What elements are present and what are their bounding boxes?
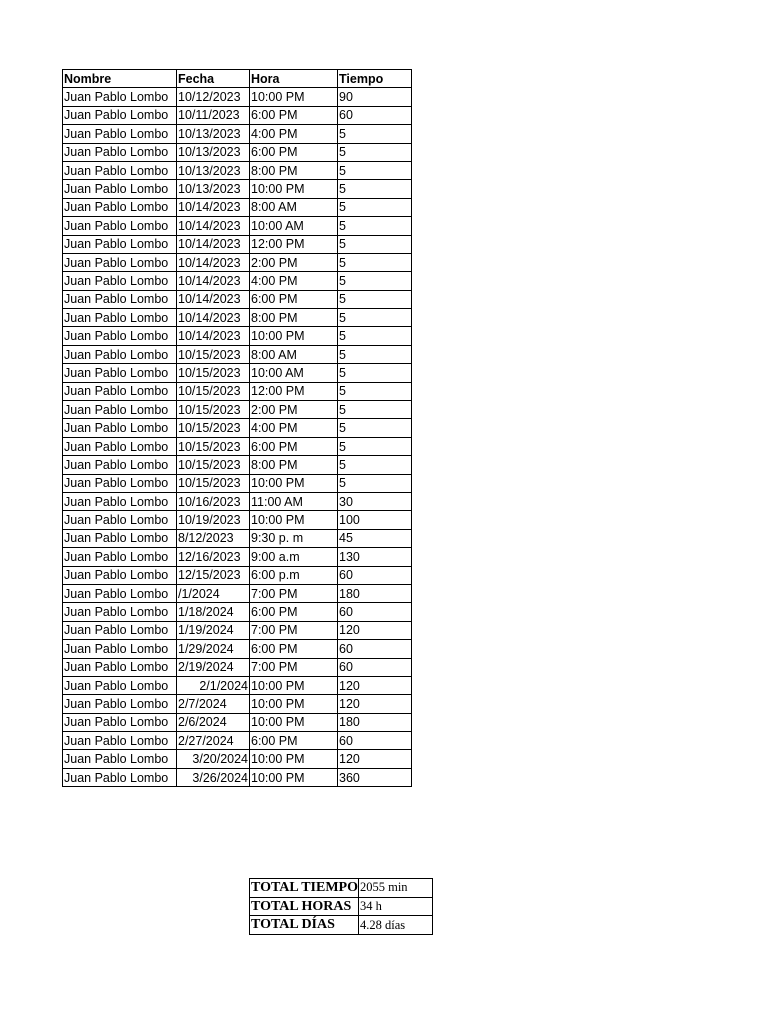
table-row xyxy=(63,217,412,235)
table-row xyxy=(63,401,412,419)
table-row xyxy=(63,106,412,124)
totals-label: TOTAL HORAS xyxy=(250,897,359,916)
cell-fecha: 10/15/2023 xyxy=(177,474,250,492)
cell-tiempo: 5 xyxy=(338,143,412,161)
cell-hora: 4:00 PM xyxy=(250,125,338,143)
table-row xyxy=(63,492,412,510)
cell-fecha: 2/7/2024 xyxy=(177,695,250,713)
table-row xyxy=(63,345,412,363)
cell-tiempo: 30 xyxy=(338,492,412,510)
cell-tiempo: 60 xyxy=(338,106,412,124)
cell-nombre: Juan Pablo Lombo xyxy=(63,106,177,124)
cell-fecha: 3/20/2024 xyxy=(177,750,250,768)
cell-nombre: Juan Pablo Lombo xyxy=(63,309,177,327)
cell-tiempo: 100 xyxy=(338,511,412,529)
cell-hora: 2:00 PM xyxy=(250,253,338,271)
cell-tiempo: 360 xyxy=(338,768,412,786)
table-header-row xyxy=(63,70,412,88)
cell-fecha: 10/13/2023 xyxy=(177,161,250,179)
cell-nombre: Juan Pablo Lombo xyxy=(63,621,177,639)
cell-tiempo: 180 xyxy=(338,713,412,731)
cell-hora: 9:00 a.m xyxy=(250,548,338,566)
cell-nombre: Juan Pablo Lombo xyxy=(63,511,177,529)
cell-fecha: 10/14/2023 xyxy=(177,198,250,216)
totals-label: TOTAL DÍAS xyxy=(250,916,359,935)
cell-fecha: 2/1/2024 xyxy=(177,676,250,694)
cell-nombre: Juan Pablo Lombo xyxy=(63,253,177,271)
cell-nombre: Juan Pablo Lombo xyxy=(63,419,177,437)
table-row xyxy=(63,621,412,639)
table-row xyxy=(63,327,412,345)
cell-tiempo: 60 xyxy=(338,640,412,658)
cell-nombre: Juan Pablo Lombo xyxy=(63,198,177,216)
table-row xyxy=(63,566,412,584)
table-row xyxy=(63,143,412,161)
cell-fecha: 8/12/2023 xyxy=(177,529,250,547)
cell-nombre: Juan Pablo Lombo xyxy=(63,272,177,290)
cell-nombre: Juan Pablo Lombo xyxy=(63,713,177,731)
cell-tiempo: 120 xyxy=(338,750,412,768)
column-header-tiempo: Tiempo xyxy=(338,70,412,88)
time-log-table xyxy=(62,69,412,787)
cell-hora: 6:00 PM xyxy=(250,732,338,750)
cell-nombre: Juan Pablo Lombo xyxy=(63,382,177,400)
cell-hora: 10:00 PM xyxy=(250,180,338,198)
cell-fecha: 10/15/2023 xyxy=(177,437,250,455)
cell-tiempo: 5 xyxy=(338,364,412,382)
cell-tiempo: 60 xyxy=(338,603,412,621)
cell-fecha: 10/15/2023 xyxy=(177,401,250,419)
cell-nombre: Juan Pablo Lombo xyxy=(63,290,177,308)
cell-nombre: Juan Pablo Lombo xyxy=(63,88,177,106)
cell-nombre: Juan Pablo Lombo xyxy=(63,235,177,253)
table-row xyxy=(63,161,412,179)
table-row xyxy=(63,676,412,694)
cell-fecha: 10/12/2023 xyxy=(177,88,250,106)
table-row xyxy=(63,548,412,566)
table-row xyxy=(63,437,412,455)
cell-hora: 6:00 PM xyxy=(250,143,338,161)
cell-tiempo: 5 xyxy=(338,456,412,474)
cell-fecha: 10/13/2023 xyxy=(177,143,250,161)
table-row xyxy=(63,253,412,271)
cell-nombre: Juan Pablo Lombo xyxy=(63,603,177,621)
table-row xyxy=(63,750,412,768)
cell-hora: 9:30 p. m xyxy=(250,529,338,547)
cell-tiempo: 60 xyxy=(338,566,412,584)
cell-nombre: Juan Pablo Lombo xyxy=(63,161,177,179)
cell-nombre: Juan Pablo Lombo xyxy=(63,143,177,161)
cell-hora: 10:00 AM xyxy=(250,364,338,382)
cell-fecha: 2/6/2024 xyxy=(177,713,250,731)
table-row xyxy=(63,382,412,400)
table-row xyxy=(63,235,412,253)
cell-fecha: 10/13/2023 xyxy=(177,180,250,198)
column-header-fecha: Fecha xyxy=(177,70,250,88)
totals-row xyxy=(250,916,433,935)
cell-tiempo: 5 xyxy=(338,217,412,235)
cell-hora: 10:00 PM xyxy=(250,768,338,786)
totals-value: 2055 min xyxy=(358,879,432,898)
cell-hora: 10:00 PM xyxy=(250,474,338,492)
table-row xyxy=(63,603,412,621)
cell-hora: 7:00 PM xyxy=(250,658,338,676)
cell-nombre: Juan Pablo Lombo xyxy=(63,548,177,566)
cell-hora: 6:00 PM xyxy=(250,603,338,621)
cell-hora: 12:00 PM xyxy=(250,382,338,400)
cell-nombre: Juan Pablo Lombo xyxy=(63,180,177,198)
cell-nombre: Juan Pablo Lombo xyxy=(63,456,177,474)
cell-fecha: 10/11/2023 xyxy=(177,106,250,124)
cell-hora: 6:00 PM xyxy=(250,106,338,124)
cell-hora: 10:00 PM xyxy=(250,676,338,694)
cell-nombre: Juan Pablo Lombo xyxy=(63,732,177,750)
cell-nombre: Juan Pablo Lombo xyxy=(63,401,177,419)
cell-fecha: 10/14/2023 xyxy=(177,327,250,345)
table-row xyxy=(63,272,412,290)
totals-value: 4.28 días xyxy=(358,916,432,935)
cell-fecha: 10/14/2023 xyxy=(177,235,250,253)
table-row xyxy=(63,511,412,529)
cell-fecha: 2/19/2024 xyxy=(177,658,250,676)
cell-hora: 7:00 PM xyxy=(250,584,338,602)
table-row xyxy=(63,529,412,547)
cell-hora: 10:00 PM xyxy=(250,750,338,768)
table-row xyxy=(63,309,412,327)
cell-tiempo: 5 xyxy=(338,382,412,400)
table-row xyxy=(63,364,412,382)
cell-tiempo: 5 xyxy=(338,327,412,345)
cell-tiempo: 5 xyxy=(338,161,412,179)
cell-nombre: Juan Pablo Lombo xyxy=(63,676,177,694)
column-header-nombre: Nombre xyxy=(63,70,177,88)
cell-nombre: Juan Pablo Lombo xyxy=(63,529,177,547)
table-row xyxy=(63,290,412,308)
cell-fecha: 1/29/2024 xyxy=(177,640,250,658)
cell-fecha: 10/14/2023 xyxy=(177,272,250,290)
cell-nombre: Juan Pablo Lombo xyxy=(63,474,177,492)
cell-hora: 7:00 PM xyxy=(250,621,338,639)
cell-tiempo: 5 xyxy=(338,345,412,363)
cell-tiempo: 5 xyxy=(338,180,412,198)
cell-nombre: Juan Pablo Lombo xyxy=(63,566,177,584)
cell-tiempo: 45 xyxy=(338,529,412,547)
cell-tiempo: 120 xyxy=(338,621,412,639)
cell-hora: 10:00 PM xyxy=(250,511,338,529)
cell-tiempo: 5 xyxy=(338,272,412,290)
totals-table xyxy=(249,878,433,935)
cell-hora: 6:00 PM xyxy=(250,290,338,308)
table-row xyxy=(63,584,412,602)
cell-hora: 6:00 PM xyxy=(250,437,338,455)
cell-fecha: 10/19/2023 xyxy=(177,511,250,529)
cell-fecha: 12/15/2023 xyxy=(177,566,250,584)
cell-hora: 10:00 PM xyxy=(250,327,338,345)
cell-nombre: Juan Pablo Lombo xyxy=(63,437,177,455)
cell-hora: 2:00 PM xyxy=(250,401,338,419)
cell-hora: 4:00 PM xyxy=(250,419,338,437)
cell-tiempo: 180 xyxy=(338,584,412,602)
table-body xyxy=(63,88,412,787)
cell-hora: 12:00 PM xyxy=(250,235,338,253)
cell-fecha: 1/18/2024 xyxy=(177,603,250,621)
cell-tiempo: 5 xyxy=(338,309,412,327)
cell-hora: 8:00 PM xyxy=(250,456,338,474)
cell-nombre: Juan Pablo Lombo xyxy=(63,640,177,658)
cell-tiempo: 5 xyxy=(338,401,412,419)
cell-tiempo: 130 xyxy=(338,548,412,566)
cell-hora: 6:00 p.m xyxy=(250,566,338,584)
cell-tiempo: 90 xyxy=(338,88,412,106)
cell-fecha: 10/14/2023 xyxy=(177,217,250,235)
cell-tiempo: 5 xyxy=(338,253,412,271)
cell-nombre: Juan Pablo Lombo xyxy=(63,345,177,363)
cell-tiempo: 60 xyxy=(338,658,412,676)
cell-nombre: Juan Pablo Lombo xyxy=(63,695,177,713)
table-row xyxy=(63,732,412,750)
cell-nombre: Juan Pablo Lombo xyxy=(63,768,177,786)
cell-hora: 6:00 PM xyxy=(250,640,338,658)
cell-fecha: 10/15/2023 xyxy=(177,456,250,474)
cell-fecha: 10/15/2023 xyxy=(177,364,250,382)
cell-hora: 10:00 PM xyxy=(250,713,338,731)
cell-fecha: 3/26/2024 xyxy=(177,768,250,786)
cell-nombre: Juan Pablo Lombo xyxy=(63,364,177,382)
cell-tiempo: 5 xyxy=(338,290,412,308)
column-header-hora: Hora xyxy=(250,70,338,88)
table-row xyxy=(63,658,412,676)
table-row xyxy=(63,419,412,437)
cell-fecha: 10/14/2023 xyxy=(177,290,250,308)
cell-fecha: 10/14/2023 xyxy=(177,253,250,271)
table-row xyxy=(63,474,412,492)
cell-tiempo: 5 xyxy=(338,125,412,143)
cell-tiempo: 5 xyxy=(338,474,412,492)
cell-tiempo: 5 xyxy=(338,235,412,253)
cell-fecha: 1/19/2024 xyxy=(177,621,250,639)
cell-hora: 8:00 AM xyxy=(250,345,338,363)
cell-fecha: 10/15/2023 xyxy=(177,345,250,363)
cell-tiempo: 60 xyxy=(338,732,412,750)
cell-nombre: Juan Pablo Lombo xyxy=(63,658,177,676)
cell-fecha: /1/2024 xyxy=(177,584,250,602)
cell-fecha: 10/13/2023 xyxy=(177,125,250,143)
cell-nombre: Juan Pablo Lombo xyxy=(63,492,177,510)
cell-hora: 4:00 PM xyxy=(250,272,338,290)
totals-value: 34 h xyxy=(358,897,432,916)
cell-fecha: 10/15/2023 xyxy=(177,419,250,437)
cell-tiempo: 5 xyxy=(338,437,412,455)
cell-hora: 10:00 AM xyxy=(250,217,338,235)
table-row xyxy=(63,456,412,474)
table-row xyxy=(63,768,412,786)
cell-tiempo: 120 xyxy=(338,676,412,694)
cell-fecha: 12/16/2023 xyxy=(177,548,250,566)
cell-tiempo: 5 xyxy=(338,198,412,216)
cell-hora: 8:00 AM xyxy=(250,198,338,216)
table-row xyxy=(63,713,412,731)
totals-label: TOTAL TIEMPO xyxy=(250,879,359,898)
cell-nombre: Juan Pablo Lombo xyxy=(63,750,177,768)
table-row xyxy=(63,180,412,198)
table-row xyxy=(63,198,412,216)
cell-hora: 8:00 PM xyxy=(250,309,338,327)
cell-nombre: Juan Pablo Lombo xyxy=(63,327,177,345)
table-row xyxy=(63,695,412,713)
totals-body xyxy=(250,879,433,935)
cell-hora: 11:00 AM xyxy=(250,492,338,510)
table-row xyxy=(63,640,412,658)
table-row xyxy=(63,125,412,143)
cell-hora: 10:00 PM xyxy=(250,88,338,106)
cell-nombre: Juan Pablo Lombo xyxy=(63,584,177,602)
cell-hora: 8:00 PM xyxy=(250,161,338,179)
cell-nombre: Juan Pablo Lombo xyxy=(63,125,177,143)
table-row xyxy=(63,88,412,106)
cell-fecha: 2/27/2024 xyxy=(177,732,250,750)
cell-tiempo: 120 xyxy=(338,695,412,713)
cell-hora: 10:00 PM xyxy=(250,695,338,713)
totals-row xyxy=(250,879,433,898)
cell-fecha: 10/15/2023 xyxy=(177,382,250,400)
cell-tiempo: 5 xyxy=(338,419,412,437)
cell-fecha: 10/14/2023 xyxy=(177,309,250,327)
cell-nombre: Juan Pablo Lombo xyxy=(63,217,177,235)
totals-row xyxy=(250,897,433,916)
cell-fecha: 10/16/2023 xyxy=(177,492,250,510)
